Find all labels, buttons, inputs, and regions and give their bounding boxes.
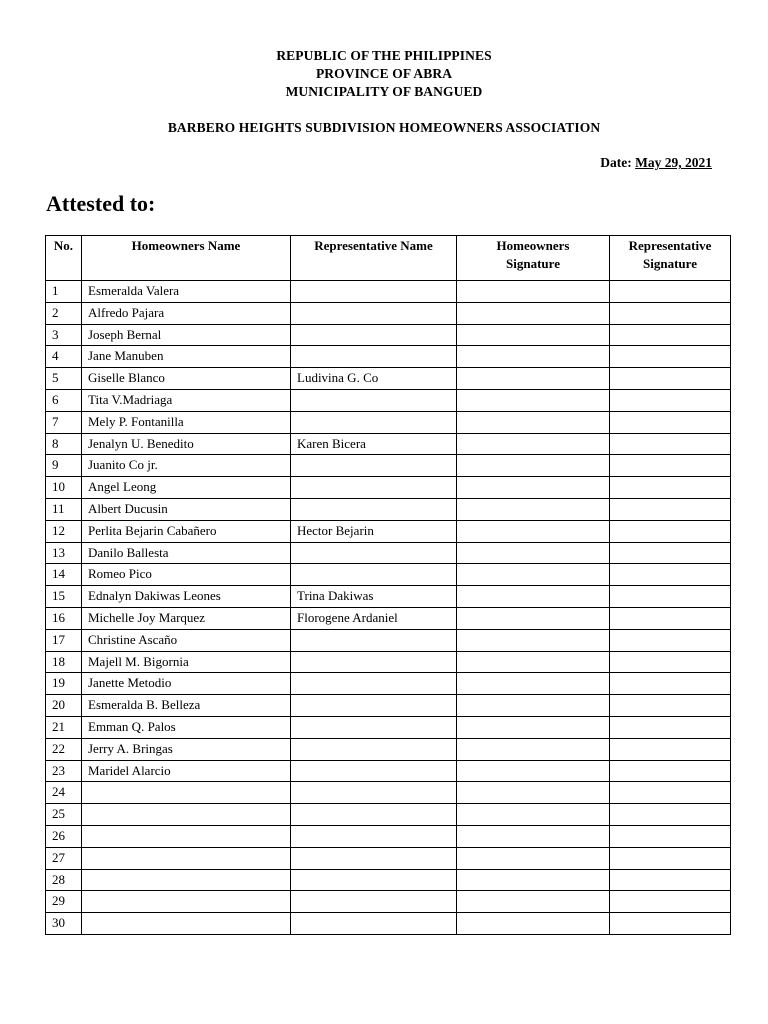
homeowner-name-cell: Maridel Alarcio: [82, 760, 291, 782]
homeowner-signature-cell: [457, 825, 610, 847]
homeowner-signature-cell: [457, 281, 610, 303]
date-label: Date:: [600, 155, 632, 170]
table-row: [46, 498, 731, 520]
header-association: BARBERO HEIGHTS SUBDIVISION HOMEOWNERS ASSOCIATION: [167, 120, 601, 135]
row-number: 26: [46, 825, 82, 847]
representative-name-cell: [291, 847, 457, 869]
homeowner-name-cell: [82, 913, 291, 935]
representative-signature-cell: [610, 695, 731, 717]
date-line: [600, 154, 712, 172]
homeowner-name-cell: Tita V.Madriaga: [82, 389, 291, 411]
row-number: 6: [46, 389, 82, 411]
row-number: 4: [46, 346, 82, 368]
row-number: 14: [46, 564, 82, 586]
header-province: PROVINCE OF ABRA: [315, 66, 453, 81]
row-number: 9: [46, 455, 82, 477]
representative-name-cell: [291, 411, 457, 433]
homeowner-signature-cell: [457, 804, 610, 826]
row-number: 18: [46, 651, 82, 673]
row-number: 25: [46, 804, 82, 826]
table-row: [46, 847, 731, 869]
table-row: [46, 281, 731, 303]
table-row: [46, 455, 731, 477]
table-row: [46, 695, 731, 717]
row-number: 3: [46, 324, 82, 346]
homeowner-name-cell: [82, 869, 291, 891]
table-row: [46, 324, 731, 346]
table-row: [46, 542, 731, 564]
table-row: [46, 891, 731, 913]
representative-name-cell: [291, 389, 457, 411]
row-number: 30: [46, 913, 82, 935]
homeowner-name-cell: Jerry A. Bringas: [82, 738, 291, 760]
row-number: 20: [46, 695, 82, 717]
row-number: 27: [46, 847, 82, 869]
table-row: [46, 586, 731, 608]
representative-signature-cell: [610, 368, 731, 390]
representative-name-cell: [291, 716, 457, 738]
homeowner-name-cell: [82, 825, 291, 847]
representative-signature-cell: [610, 760, 731, 782]
representative-name-cell: [291, 913, 457, 935]
representative-name-cell: [291, 869, 457, 891]
homeowner-name-cell: Angel Leong: [82, 477, 291, 499]
representative-signature-cell: [610, 673, 731, 695]
row-number: 10: [46, 477, 82, 499]
table-row: [46, 804, 731, 826]
homeowner-name-cell: Albert Ducusin: [82, 498, 291, 520]
homeowner-name-cell: Ednalyn Dakiwas Leones: [82, 586, 291, 608]
representative-name-cell: [291, 738, 457, 760]
row-number: 21: [46, 716, 82, 738]
homeowner-signature-cell: [457, 455, 610, 477]
homeowner-signature-cell: [457, 586, 610, 608]
homeowner-name-cell: [82, 891, 291, 913]
representative-signature-cell: [610, 346, 731, 368]
column-header-homeowners-signature: Homeowners Signature: [457, 236, 610, 281]
homeowner-signature-cell: [457, 695, 610, 717]
row-number: 2: [46, 302, 82, 324]
row-number: 29: [46, 891, 82, 913]
homeowner-signature-cell: [457, 368, 610, 390]
representative-name-cell: [291, 324, 457, 346]
representative-name-cell: [291, 629, 457, 651]
representative-signature-cell: [610, 520, 731, 542]
homeowner-signature-cell: [457, 607, 610, 629]
homeowner-signature-cell: [457, 520, 610, 542]
homeowner-signature-cell: [457, 738, 610, 760]
section-title: Attested to:: [46, 191, 156, 216]
homeowner-signature-cell: [457, 346, 610, 368]
homeowner-name-cell: Majell M. Bigornia: [82, 651, 291, 673]
representative-signature-cell: [610, 433, 731, 455]
homeowner-name-cell: [82, 782, 291, 804]
table-row: [46, 760, 731, 782]
representative-name-cell: Hector Bejarin: [291, 520, 457, 542]
homeowner-signature-cell: [457, 716, 610, 738]
date-value: May 29, 2021: [635, 155, 712, 170]
representative-name-cell: Florogene Ardaniel: [291, 607, 457, 629]
representative-signature-cell: [610, 324, 731, 346]
representative-signature-cell: [610, 891, 731, 913]
homeowner-signature-cell: [457, 477, 610, 499]
homeowner-name-cell: Mely P. Fontanilla: [82, 411, 291, 433]
header-republic: REPUBLIC OF THE PHILIPPINES: [276, 48, 492, 63]
row-number: 8: [46, 433, 82, 455]
representative-name-cell: [291, 673, 457, 695]
attendance-table: [45, 235, 731, 935]
homeowner-signature-cell: [457, 433, 610, 455]
representative-signature-cell: [610, 651, 731, 673]
representative-signature-cell: [610, 498, 731, 520]
representative-signature-cell: [610, 913, 731, 935]
representative-signature-cell: [610, 738, 731, 760]
table-row: [46, 629, 731, 651]
table-row: [46, 433, 731, 455]
table-body: [46, 281, 731, 935]
homeowner-name-cell: Emman Q. Palos: [82, 716, 291, 738]
representative-signature-cell: [610, 477, 731, 499]
representative-signature-cell: [610, 411, 731, 433]
column-header-no: No.: [46, 236, 82, 281]
table-header-row: [46, 236, 731, 281]
table-row: [46, 673, 731, 695]
representative-name-cell: [291, 651, 457, 673]
table-row: [46, 477, 731, 499]
homeowner-name-cell: Perlita Bejarin Cabañero: [82, 520, 291, 542]
table-row: [46, 564, 731, 586]
representative-signature-cell: [610, 607, 731, 629]
column-header-representative-signature: Representative Signature: [610, 236, 731, 281]
table-row: [46, 716, 731, 738]
homeowner-name-cell: Christine Ascaño: [82, 629, 291, 651]
representative-signature-cell: [610, 564, 731, 586]
representative-name-cell: Ludivina G. Co: [291, 368, 457, 390]
homeowner-signature-cell: [457, 302, 610, 324]
homeowner-name-cell: Jenalyn U. Benedito: [82, 433, 291, 455]
table-row: [46, 738, 731, 760]
representative-name-cell: Karen Bicera: [291, 433, 457, 455]
representative-name-cell: [291, 782, 457, 804]
representative-name-cell: [291, 346, 457, 368]
homeowner-signature-cell: [457, 651, 610, 673]
homeowner-signature-cell: [457, 324, 610, 346]
representative-name-cell: [291, 825, 457, 847]
representative-name-cell: [291, 498, 457, 520]
column-header-homeowners-name: Homeowners Name: [82, 236, 291, 281]
representative-signature-cell: [610, 542, 731, 564]
homeowner-signature-cell: [457, 564, 610, 586]
row-number: 7: [46, 411, 82, 433]
representative-signature-cell: [610, 847, 731, 869]
homeowner-name-cell: Jane Manuben: [82, 346, 291, 368]
header-municipality: MUNICIPALITY OF BANGUED: [285, 84, 483, 99]
table-row: [46, 302, 731, 324]
representative-signature-cell: [610, 281, 731, 303]
table-row: [46, 825, 731, 847]
homeowner-signature-cell: [457, 869, 610, 891]
homeowner-name-cell: Juanito Co jr.: [82, 455, 291, 477]
table-row: [46, 782, 731, 804]
table-row: [46, 411, 731, 433]
homeowner-name-cell: [82, 847, 291, 869]
row-number: 24: [46, 782, 82, 804]
representative-name-cell: [291, 542, 457, 564]
representative-name-cell: [291, 477, 457, 499]
row-number: 16: [46, 607, 82, 629]
table-row: [46, 368, 731, 390]
table-row: [46, 607, 731, 629]
representative-name-cell: [291, 564, 457, 586]
homeowner-name-cell: Giselle Blanco: [82, 368, 291, 390]
representative-name-cell: Trina Dakiwas: [291, 586, 457, 608]
table-row: [46, 869, 731, 891]
row-number: 19: [46, 673, 82, 695]
representative-name-cell: [291, 281, 457, 303]
representative-name-cell: [291, 804, 457, 826]
row-number: 23: [46, 760, 82, 782]
homeowner-name-cell: Janette Metodio: [82, 673, 291, 695]
homeowner-signature-cell: [457, 498, 610, 520]
representative-signature-cell: [610, 716, 731, 738]
row-number: 17: [46, 629, 82, 651]
column-header-representative-name: Representative Name: [291, 236, 457, 281]
homeowner-signature-cell: [457, 673, 610, 695]
homeowner-signature-cell: [457, 389, 610, 411]
row-number: 22: [46, 738, 82, 760]
homeowner-name-cell: [82, 804, 291, 826]
homeowner-name-cell: Esmeralda B. Belleza: [82, 695, 291, 717]
representative-name-cell: [291, 695, 457, 717]
row-number: 28: [46, 869, 82, 891]
representative-signature-cell: [610, 586, 731, 608]
homeowner-signature-cell: [457, 913, 610, 935]
representative-signature-cell: [610, 455, 731, 477]
homeowner-name-cell: Michelle Joy Marquez: [82, 607, 291, 629]
homeowner-signature-cell: [457, 847, 610, 869]
table-row: [46, 913, 731, 935]
representative-name-cell: [291, 302, 457, 324]
row-number: 12: [46, 520, 82, 542]
representative-name-cell: [291, 891, 457, 913]
representative-signature-cell: [610, 629, 731, 651]
representative-signature-cell: [610, 782, 731, 804]
representative-signature-cell: [610, 804, 731, 826]
representative-name-cell: [291, 455, 457, 477]
row-number: 1: [46, 281, 82, 303]
homeowner-signature-cell: [457, 760, 610, 782]
row-number: 11: [46, 498, 82, 520]
homeowner-signature-cell: [457, 629, 610, 651]
table-row: [46, 520, 731, 542]
representative-signature-cell: [610, 389, 731, 411]
homeowner-name-cell: Romeo Pico: [82, 564, 291, 586]
row-number: 15: [46, 586, 82, 608]
homeowner-name-cell: Danilo Ballesta: [82, 542, 291, 564]
row-number: 5: [46, 368, 82, 390]
homeowner-name-cell: Esmeralda Valera: [82, 281, 291, 303]
homeowner-name-cell: Alfredo Pajara: [82, 302, 291, 324]
homeowner-signature-cell: [457, 891, 610, 913]
homeowner-signature-cell: [457, 782, 610, 804]
representative-name-cell: [291, 760, 457, 782]
representative-signature-cell: [610, 825, 731, 847]
representative-signature-cell: [610, 869, 731, 891]
row-number: 13: [46, 542, 82, 564]
homeowner-signature-cell: [457, 542, 610, 564]
table-row: [46, 651, 731, 673]
representative-signature-cell: [610, 302, 731, 324]
table-row: [46, 346, 731, 368]
table-row: [46, 389, 731, 411]
homeowner-name-cell: Joseph Bernal: [82, 324, 291, 346]
homeowner-signature-cell: [457, 411, 610, 433]
